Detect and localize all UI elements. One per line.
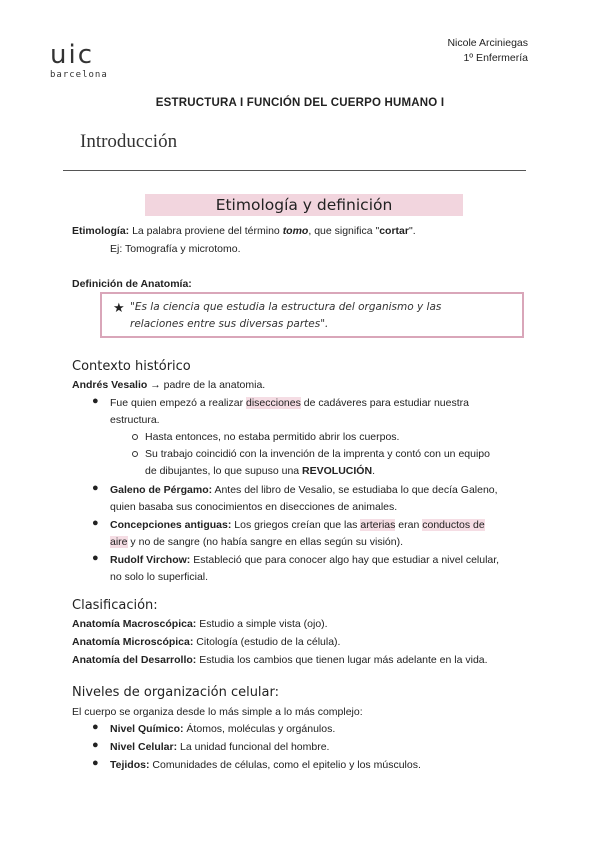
star-icon: ★ (113, 300, 125, 315)
b3-line2-highlight: aire (110, 536, 128, 548)
sub-bullet-circle (132, 434, 138, 440)
sub-item-2-line1: Su trabajo coincidió con la invención de la imprenta y contó con un equipo (145, 448, 490, 460)
quote-line-1: "Es la ciencia que estudia la estructura del organismo y las (130, 301, 442, 313)
b3-highlight-2: conductos de (422, 519, 485, 531)
list-item (110, 739, 329, 756)
quote-line-2: relaciones entre sus diversas partes". (130, 318, 329, 330)
vesalio-name: Andrés Vesalio (72, 379, 148, 391)
author-block (447, 36, 528, 66)
b2-line2: quien basaba sus conocimientos en disecciones de animales. (110, 501, 398, 513)
clasificacion-row (72, 634, 340, 651)
b1-post: de cadáveres para estudiar nuestra (300, 397, 469, 409)
etimologia-text2: , que significa " (308, 225, 380, 237)
b1-pre: Fue quien empezó a realizar (110, 397, 246, 409)
r1-bold: Anatomía Macroscópica: (72, 618, 197, 630)
divider (63, 170, 526, 171)
contexto-heading: Contexto histórico (72, 359, 191, 374)
etimologia-text1: La palabra proviene del término (129, 225, 283, 237)
b2-rest: Antes del libro de Vesalio, se estudiaba lo que decía Galeno, (212, 484, 498, 496)
bullet-dot: ● (92, 517, 99, 529)
logo-sub-text: barcelona (50, 70, 108, 80)
b2-bold: Galeno de Pérgamo: (110, 484, 213, 496)
r2-bold: Anatomía Microscópica: (72, 636, 194, 648)
r3-bold: Anatomía del Desarrollo: (72, 654, 197, 666)
n2-rest: La unidad funcional del hombre. (177, 741, 330, 753)
b3-mid: eran (395, 519, 423, 531)
vesalio-line (72, 377, 265, 394)
r2-rest: Citología (estudio de la célula). (193, 636, 341, 648)
b4-rest: Estableció que para conocer algo hay que estudiar a nivel celular, (190, 554, 500, 566)
etimologia-term: tomo (282, 225, 309, 237)
n1-bold: Nivel Químico: (110, 723, 184, 735)
etimologia-meaning: cortar (379, 225, 409, 237)
b3-line2-rest: y no de sangre (no había sangre en ellas según su visión). (127, 536, 404, 548)
niveles-intro: El cuerpo se organiza desde lo más simple a lo más complejo: (72, 706, 363, 718)
sub2-bold: REVOLUCIÓN (302, 465, 373, 477)
b3-highlight-1: arterias (360, 519, 396, 531)
list-item (110, 552, 499, 569)
bullet-dot: ● (92, 757, 99, 769)
n2-bold: Nivel Celular: (110, 741, 178, 753)
niveles-heading: Niveles de organización celular: (72, 685, 280, 700)
list-item (110, 517, 485, 534)
etimologia-text3: ". (408, 225, 416, 237)
document-title: ESTRUCTURA I FUNCIÓN DEL CUERPO HUMANO I (155, 97, 445, 109)
sub-item-1: Hasta entonces, no estaba permitido abrir los cuerpos. (145, 431, 400, 443)
uic-logo (50, 42, 110, 82)
definicion-label: Definición de Anatomía: (72, 278, 192, 290)
etimologia-label: Etimología: (72, 225, 130, 237)
bullet-dot: ● (92, 739, 99, 751)
logo-main-text: uic (50, 40, 94, 70)
bullet-dot: ● (92, 552, 99, 564)
n3-rest: Comunidades de células, como el epitelio y los músculos. (149, 759, 421, 771)
section-heading: Etimología y definición (145, 194, 463, 216)
list-item (110, 395, 469, 412)
b3-line2 (110, 534, 403, 551)
clasificacion-row (72, 652, 488, 669)
r1-rest: Estudio a simple vista (ojo). (196, 618, 328, 630)
author-course: 1º Enfermería (463, 52, 528, 64)
sub-item-2-line2 (145, 463, 375, 480)
list-item (110, 721, 335, 738)
sub2-pre: de dibujantes, lo que supuso una (145, 465, 303, 477)
etimologia-line (72, 223, 416, 240)
bullet-dot: ● (92, 395, 99, 407)
intro-heading: Introducción (80, 131, 178, 152)
n1-rest: Átomos, moléculas y orgánulos. (183, 723, 336, 735)
b3-pre: Los griegos creían que las (231, 519, 361, 531)
list-item (110, 757, 421, 774)
clasificacion-row (72, 616, 328, 633)
b4-line2: no solo lo superficial. (110, 571, 209, 583)
definition-quote (130, 299, 441, 333)
b1-highlight: disecciones (246, 397, 301, 409)
bullet-dot: ● (92, 482, 99, 494)
n3-bold: Tejidos: (110, 759, 150, 771)
list-item (110, 482, 498, 499)
sub2-post: . (372, 465, 375, 477)
b3-bold: Concepciones antiguas: (110, 519, 232, 531)
sub-bullet-circle (132, 451, 138, 457)
etimologia-example: Ej: Tomografía y microtomo. (110, 243, 241, 255)
author-name: Nicole Arciniegas (447, 37, 528, 49)
clasificacion-heading: Clasificación: (72, 598, 158, 613)
b4-bold: Rudolf Virchow: (110, 554, 191, 566)
vesalio-rest: → padre de la anatomia. (147, 379, 266, 391)
b1-line2: estructura. (110, 414, 160, 426)
bullet-dot: ● (92, 721, 99, 733)
r3-rest: Estudia los cambios que tienen lugar más adelante en la vida. (196, 654, 488, 666)
